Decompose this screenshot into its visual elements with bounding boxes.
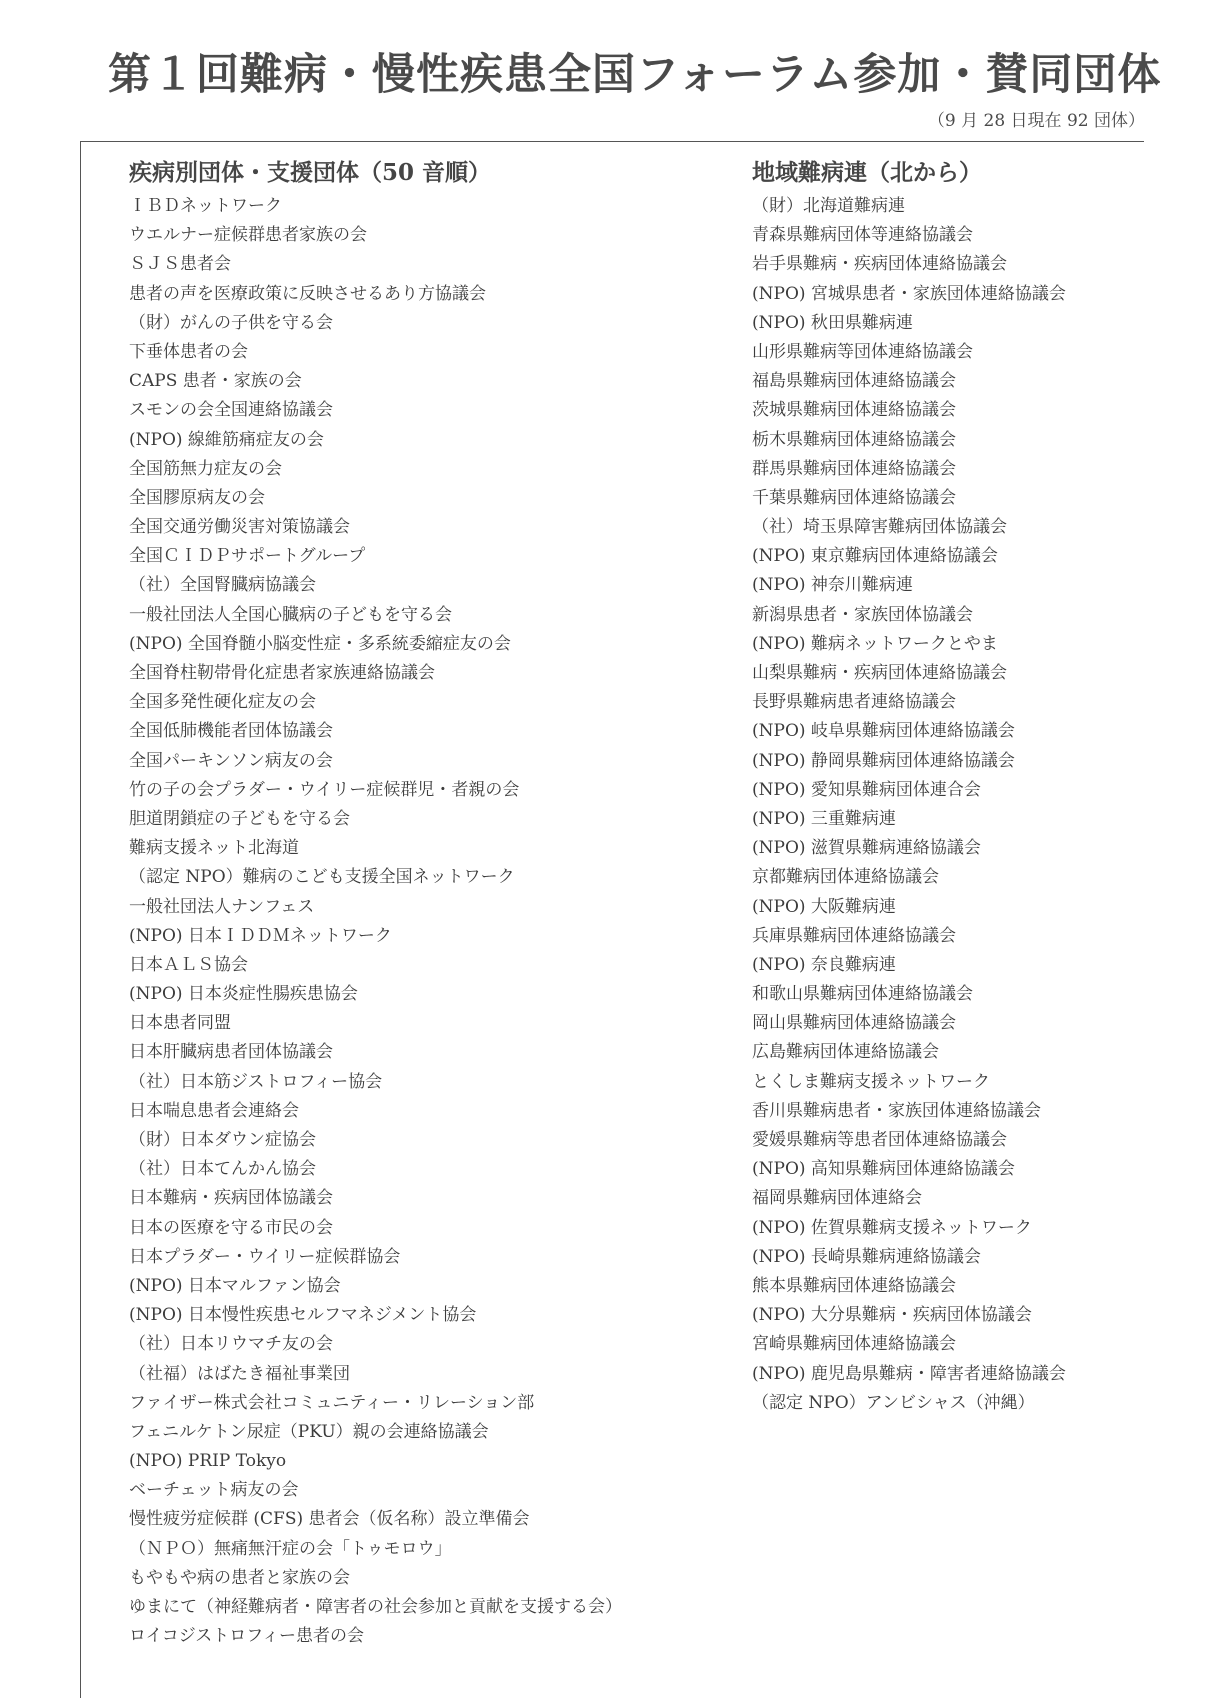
organization-list-item: 日本の医療を守る市民の会 <box>129 1217 333 1238</box>
organization-list-item: 福岡県難病団体連絡会 <box>752 1188 922 1209</box>
organization-list-item: 福島県難病団体連絡協議会 <box>752 371 956 392</box>
organization-list-item: 竹の子の会プラダー・ウイリー症候群児・者親の会 <box>129 779 520 800</box>
organization-list-item: 新潟県患者・家族団体協議会 <box>752 604 973 625</box>
disease-groups-list <box>129 192 729 1651</box>
organization-list-item: (NPO) 秋田県難病連 <box>752 312 913 333</box>
organization-list-item: （社）日本リウマチ友の会 <box>129 1334 333 1355</box>
organization-list-item: CAPS 患者・家族の会 <box>129 371 302 392</box>
organization-list-item: 慢性疲労症候群 (CFS) 患者会（仮名称）設立準備会 <box>129 1509 530 1530</box>
organization-list-item: 茨城県難病団体連絡協議会 <box>752 400 956 421</box>
organization-list-item: （社）日本てんかん協会 <box>129 1159 316 1180</box>
organization-list-item: 宮崎県難病団体連絡協議会 <box>752 1334 956 1355</box>
organization-list-item: 下垂体患者の会 <box>129 341 248 362</box>
organization-list-item: 難病支援ネット北海道 <box>129 838 299 859</box>
organization-list-item: 胆道閉鎖症の子どもを守る会 <box>129 808 350 829</box>
organization-list-item: ロイコジストロフィー患者の会 <box>129 1626 364 1647</box>
regional-groups-heading: 地域難病連（北から） <box>752 159 982 186</box>
organization-list-item: (NPO) 鹿児島県難病・障害者連絡協議会 <box>752 1363 1066 1384</box>
organization-list-item: (NPO) 神奈川難病連 <box>752 575 913 596</box>
organization-list-item: (NPO) 三重難病連 <box>752 808 896 829</box>
organization-list-item: もやもや病の患者と家族の会 <box>129 1567 350 1588</box>
organization-list-item: 岡山県難病団体連絡協議会 <box>752 1013 956 1034</box>
organization-list-item: 全国ＣＩＤＰサポートグループ <box>129 546 366 567</box>
organization-list-item: (NPO) 宮城県患者・家族団体連絡協議会 <box>752 283 1066 304</box>
organization-list-item: 京都難病団体連絡協議会 <box>752 867 939 888</box>
organization-list-item: 愛媛県難病等患者団体連絡協議会 <box>752 1130 1007 1150</box>
organization-list-item: (NPO) PRIP Tokyo <box>129 1451 287 1472</box>
organization-list-item: （社福）はばたき福祉事業団 <box>129 1363 350 1384</box>
organization-list-item: (NPO) 長崎県難病連絡協議会 <box>752 1246 981 1267</box>
organization-list-item: (NPO) 大阪難病連 <box>752 896 896 917</box>
organization-list-item: (NPO) 難病ネットワークとやま <box>752 633 998 654</box>
organization-list-item: 和歌山県難病団体連絡協議会 <box>752 984 973 1005</box>
organization-list-item: （財）がんの子供を守る会 <box>129 312 333 333</box>
organization-list-item: 栃木県難病団体連絡協議会 <box>752 429 956 450</box>
organization-list-item: (NPO) 佐賀県難病支援ネットワーク <box>752 1217 1032 1238</box>
organization-list-item: 長野県難病患者連絡協議会 <box>752 692 956 713</box>
organization-list-item: (NPO) 大分県難病・疾病団体協議会 <box>752 1305 1032 1326</box>
organization-list-item: 広島難病団体連絡協議会 <box>752 1042 939 1063</box>
organization-list-item: 一般社団法人全国心臓病の子どもを守る会 <box>129 604 452 625</box>
organization-list-item: ゆまにて（神経難病者・障害者の社会参加と貢献を支援する会） <box>129 1597 622 1617</box>
organization-list-item: (NPO) 岐阜県難病団体連絡協議会 <box>752 721 1015 742</box>
organization-list-item: 一般社団法人ナンフェス <box>129 896 315 917</box>
organization-list-item: 群馬県難病団体連絡協議会 <box>752 458 956 479</box>
organization-list-item: 全国筋無力症友の会 <box>129 458 282 479</box>
organization-list-item: 山梨県難病・疾病団体連絡協議会 <box>752 663 1007 683</box>
regional-groups-column <box>752 156 1172 1418</box>
page-title: 第１回難病・慢性疾患全国フォーラム参加・賛同団体 <box>108 50 1162 100</box>
regional-groups-list <box>752 192 1172 1418</box>
organization-list-item: （認定 NPO）難病のこども支援全国ネットワーク <box>129 867 515 888</box>
organization-list-item: (NPO) 全国脊髄小脳変性症・多系統委縮症友の会 <box>129 633 511 654</box>
organization-list-item: （財）日本ダウン症協会 <box>129 1130 316 1150</box>
organization-list-item: 香川県難病患者・家族団体連絡協議会 <box>752 1100 1041 1121</box>
organization-list-item: (NPO) 日本炎症性腸疾患協会 <box>129 984 358 1005</box>
organization-list-item: ファイザー株式会社コミュニティー・リレーション部 <box>129 1392 535 1413</box>
organization-list-item: 日本患者同盟 <box>129 1013 231 1034</box>
organization-list-item: フェニルケトン尿症（PKU）親の会連絡協議会 <box>129 1421 489 1442</box>
frame-left-border <box>80 141 81 1698</box>
organization-list-item: （認定 NPO）アンビシャス（沖縄） <box>752 1392 1035 1413</box>
organization-list-item: (NPO) 静岡県難病団体連絡協議会 <box>752 750 1015 771</box>
organization-list-item: (NPO) 日本慢性疾患セルフマネジメント協会 <box>129 1305 477 1326</box>
organization-list-item: スモンの会全国連絡協議会 <box>129 400 333 421</box>
organization-list-item: （ＮＰＯ）無痛無汗症の会「トゥモロウ」 <box>129 1538 452 1559</box>
organization-list-item: 兵庫県難病団体連絡協議会 <box>752 925 956 946</box>
organization-list-item: ウエルナー症候群患者家族の会 <box>129 225 367 246</box>
organization-list-item: 岩手県難病・疾病団体連絡協議会 <box>752 254 1007 275</box>
disease-groups-column <box>129 156 729 1651</box>
organization-list-item: (NPO) 東京難病団体連絡協議会 <box>752 546 998 567</box>
organization-list-item: 患者の声を医療政策に反映させるあり方協議会 <box>129 283 486 304</box>
organization-list-item: 全国パーキンソン病友の会 <box>129 750 333 771</box>
organization-list-item: (NPO) 愛知県難病団体連合会 <box>752 779 981 800</box>
organization-list-item: (NPO) 日本マルファン協会 <box>129 1275 341 1296</box>
disease-groups-heading: 疾病別団体・支援団体（50 音順） <box>129 159 492 186</box>
organization-list-item: 青森県難病団体等連絡協議会 <box>752 225 973 246</box>
organization-list-item: 全国脊柱靭帯骨化症患者家族連絡協議会 <box>129 663 435 683</box>
organization-list-item: 全国多発性硬化症友の会 <box>129 692 316 713</box>
organization-list-item: 日本プラダー・ウイリー症候群協会 <box>129 1246 401 1267</box>
organization-list-item: ベーチェット病友の会 <box>129 1480 299 1501</box>
organization-list-item: 熊本県難病団体連絡協議会 <box>752 1275 956 1296</box>
organization-list-item: （社）埼玉県障害難病団体協議会 <box>752 517 1007 538</box>
organization-list-item: (NPO) 線維筋痛症友の会 <box>129 429 324 450</box>
organization-list-item: (NPO) 滋賀県難病連絡協議会 <box>752 838 981 859</box>
organization-list-item: 山形県難病等団体連絡協議会 <box>752 341 973 362</box>
organization-list-item: (NPO) 高知県難病団体連絡協議会 <box>752 1159 1015 1180</box>
organization-list-item: ＳＪＳ患者会 <box>129 254 231 275</box>
organization-list-item: 日本難病・疾病団体協議会 <box>129 1188 333 1209</box>
organization-list-item: とくしま難病支援ネットワーク <box>752 1071 990 1092</box>
organization-list-item: （社）全国腎臓病協議会 <box>129 575 316 596</box>
organization-list-item: 日本ＡＬＳ協会 <box>129 954 248 975</box>
organization-list-item: （社）日本筋ジストロフィー協会 <box>129 1071 383 1092</box>
organization-list-item: 全国交通労働災害対策協議会 <box>129 517 350 538</box>
organization-list-item: （財）北海道難病連 <box>752 196 905 216</box>
organization-list-item: 全国低肺機能者団体協議会 <box>129 721 333 742</box>
organization-list-item: 日本喘息患者会連絡会 <box>129 1100 299 1121</box>
organization-list-item: (NPO) 日本ＩＤＤＭネットワーク <box>129 925 392 946</box>
frame-top-border <box>80 141 1144 142</box>
organization-list-item: 千葉県難病団体連絡協議会 <box>752 487 956 508</box>
date-note: （9 月 28 日現在 92 団体） <box>927 111 1145 131</box>
organization-list-item: 全国膠原病友の会 <box>129 487 265 508</box>
organization-list-item: 日本肝臓病患者団体協議会 <box>129 1042 333 1063</box>
organization-list-item: (NPO) 奈良難病連 <box>752 954 896 975</box>
organization-list-item: ＩＢＤネットワーク <box>129 196 282 216</box>
